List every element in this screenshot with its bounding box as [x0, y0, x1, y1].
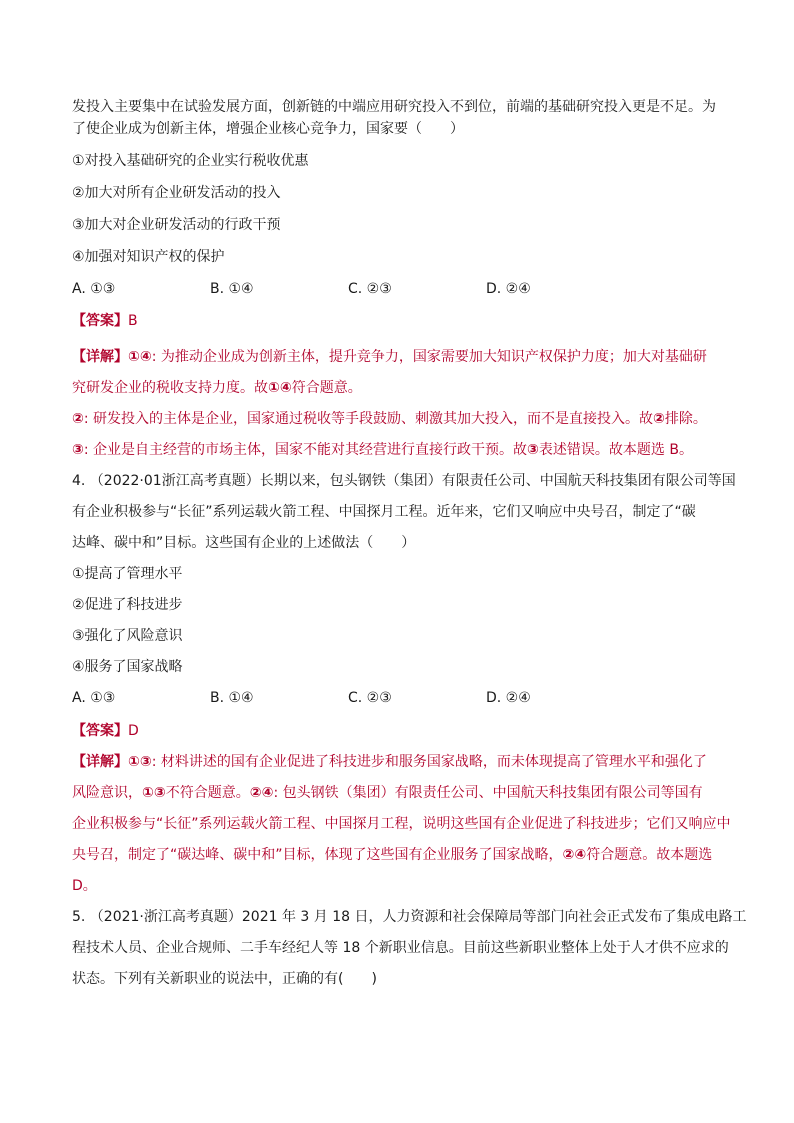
q3-detail-key1: ①④	[128, 349, 152, 365]
q4-detail-line2	[72, 778, 724, 809]
q4-detail-text2c: : 包头钢铁（集团）有限责任公司、中国航天科技集团有限公司等国有	[273, 785, 703, 801]
q3-item-4: ④加强对知识产权的保护	[72, 249, 225, 265]
q4-stem-line2: 有企业积极参与“长征”系列运载火箭工程、中国探月工程。近年来，它们又响应中央号召，制定了“碳	[72, 504, 696, 520]
q4-detail-key4: ②④	[562, 847, 587, 863]
q4-options	[72, 683, 724, 714]
q4-detail	[72, 747, 731, 902]
q3-detail-key3: ③	[72, 442, 84, 458]
q4-detail-line1	[72, 747, 724, 778]
q3-item-2: ②加大对所有企业研发活动的投入	[72, 185, 281, 201]
q4-detail-text2a: 风险意识，	[72, 785, 142, 801]
q3-detail-key1b: ①④	[268, 380, 292, 396]
q3-answer-tag: 【答案】	[72, 313, 128, 329]
q3-stem-line1: 发投入主要集中在试验发展方面，创新链的中端应用研究投入不到位，前端的基础研究投入更是不足。为	[72, 99, 716, 115]
q4-detail-key2: ①③	[142, 785, 166, 801]
q4-detail-text1: : 材料讲述的国有企业促进了科技进步和服务国家战略，而未体现提高了管理水平和强化了	[151, 754, 707, 770]
q4-detail-key3: ②④	[249, 785, 274, 801]
q4-item-4: ④服务了国家战略	[72, 659, 183, 675]
q3-detail-key3b: ③	[527, 442, 539, 458]
q4-stem-line3: 达峰、碳中和”目标。这些国有企业的上述做法（ ）	[72, 535, 416, 551]
q3-detail-text4b: 表述错误。故本题选 B。	[538, 442, 693, 458]
q5-stem-line2: 程技术人员、企业合规师、二手车经纪人等 18 个新职业信息。目前这些新职业整体上处于人才供不应求的	[72, 940, 729, 956]
q3-item-1: ①对投入基础研究的企业实行税收优惠	[72, 153, 309, 169]
q3-detail-tag: 【详解】	[72, 349, 128, 365]
q3-detail	[72, 342, 724, 466]
q4-option-a: A. ①③	[72, 690, 116, 706]
q3-detail-text2a: 究研发企业的税收支持力度。故	[72, 380, 268, 396]
q3-detail-text4a: : 企业是自主经营的市场主体，国家不能对其经营进行直接行政干预。故	[83, 442, 528, 458]
q3-option-b: B. ①④	[210, 281, 254, 297]
q3-detail-text2b: 符合题意。	[291, 380, 362, 396]
q3-options	[72, 278, 724, 300]
q3-answer	[72, 310, 724, 332]
q4-answer	[72, 716, 724, 747]
q3-stem-line2: 了使企业成为创新主体，增强企业核心竞争力，国家要（ ）	[72, 121, 464, 137]
q3-item-3: ③加大对企业研发活动的行政干预	[72, 217, 281, 233]
q4-item-3: ③强化了风险意识	[72, 628, 183, 644]
document-page	[72, 96, 747, 995]
q4-stem-line1: 4. （2022·01浙江高考真题）长期以来，包头钢铁（集团）有限责任公司、中国航天科技集团有限公司等国	[72, 473, 736, 489]
q4-answer-tag: 【答案】	[72, 723, 128, 739]
q3-answer-value: B	[128, 313, 138, 329]
q3-detail-line3	[72, 404, 724, 435]
q4-detail-key1: ①③	[128, 754, 152, 770]
q4-detail-line4	[72, 840, 724, 871]
q3-option-a: A. ①③	[72, 281, 116, 297]
q3-detail-text3b: 排除。	[664, 411, 707, 427]
q3-detail-line4	[72, 435, 724, 466]
q4-detail-text4a: 央号召，制定了“碳达峰、碳中和”目标，体现了这些国有企业服务了国家战略，	[72, 847, 563, 863]
q5-stem-line3: 状态。下列有关新职业的说法中，正确的有( )	[72, 971, 377, 987]
q3-detail-line2	[72, 373, 724, 404]
q4-detail-tag: 【详解】	[72, 754, 128, 770]
q4-detail-line5: D。	[72, 878, 97, 894]
q3-detail-key2: ②	[72, 411, 84, 427]
q4-answer-value: D	[128, 723, 139, 739]
q4-item-1: ①提高了管理水平	[72, 566, 183, 582]
q4-option-b: B. ①④	[210, 690, 254, 706]
q4-item-2: ②促进了科技进步	[72, 597, 183, 613]
q3-detail-key2b: ②	[653, 411, 665, 427]
q4-detail-line3: 企业积极参与“长征”系列运载火箭工程、中国探月工程，说明这些国有企业促进了科技进步；它们又响应中	[72, 816, 731, 832]
q4-detail-text4b: 符合题意。故本题选	[586, 847, 713, 863]
q3-detail-text3a: : 研发投入的主体是企业，国家通过税收等手段鼓励、刺激其加大投入，而不是直接投入。故	[83, 411, 654, 427]
q4-detail-text2b: 不符合题意。	[165, 785, 250, 801]
q5-stem	[72, 902, 747, 995]
q4-option-c: C. ②③	[348, 690, 392, 706]
q3-option-c: C. ②③	[348, 281, 392, 297]
q5-stem-line1: 5. （2021·浙江高考真题）2021 年 3 月 18 日，人力资源和社会保障局等部门向社会正式发布了集成电路工	[72, 909, 747, 925]
q4-stem	[72, 466, 736, 559]
q3-option-d: D. ②④	[486, 281, 531, 297]
q3-detail-line1	[72, 342, 724, 373]
q3-detail-text1: : 为推动企业成为创新主体，提升竞争力，国家需要加大知识产权保护力度；加大对基础研	[151, 349, 707, 365]
q4-option-d: D. ②④	[486, 690, 531, 706]
